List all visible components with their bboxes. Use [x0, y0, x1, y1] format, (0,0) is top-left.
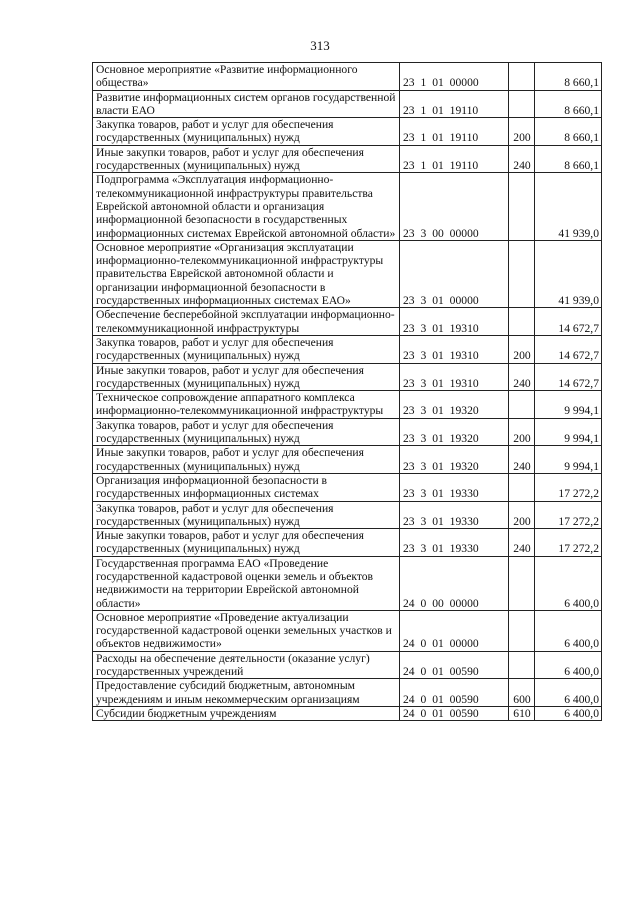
table-row [93, 446, 602, 474]
table-row [93, 501, 602, 529]
row-expense-type-cell [509, 610, 535, 651]
row-amount-cell: 8 660,1 [535, 145, 602, 173]
row-code-cell: 23 3 01 19330 [400, 473, 509, 501]
row-code-cell: 24 0 01 00590 [400, 679, 509, 707]
table-row [93, 145, 602, 173]
row-name-cell: Подпрограмма «Эксплуатация информационно-телекоммуникационной инфраструктуры правительства Еврейской автономной области и организация информационной безопасности в государственных информационных системах Еврейской автономной области» [93, 173, 400, 240]
row-code-cell: 23 3 01 19310 [400, 363, 509, 391]
table-row [93, 118, 602, 146]
row-code-cell: 23 3 01 19310 [400, 335, 509, 363]
row-amount-cell: 6 400,0 [535, 610, 602, 651]
row-amount-cell: 14 672,7 [535, 308, 602, 336]
row-expense-type-cell: 240 [509, 363, 535, 391]
table-row [93, 308, 602, 336]
row-name-cell: Предоставление субсидий бюджетным, автономным учреждениям и иным некоммерческим организациям [93, 679, 400, 707]
row-amount-cell: 9 994,1 [535, 446, 602, 474]
row-amount-cell: 8 660,1 [535, 118, 602, 146]
row-name-cell: Основное мероприятие «Проведение актуализации государственной кадастровой оценки земельных участков и объектов недвижимости» [93, 610, 400, 651]
table-row [93, 335, 602, 363]
table-row [93, 610, 602, 651]
table-row [93, 418, 602, 446]
row-name-cell: Организация информационной безопасности в государственных информационных системах [93, 473, 400, 501]
row-name-cell: Основное мероприятие «Организация эксплуатации информационно-телекоммуникационной инфраструктуры правительства Еврейской автономной области и организации информационной безопасности в государственных информационных системах ЕАО» [93, 240, 400, 307]
row-expense-type-cell: 200 [509, 118, 535, 146]
table-row [93, 90, 602, 118]
row-expense-type-cell: 200 [509, 335, 535, 363]
row-name-cell: Расходы на обеспечение деятельности (оказание услуг) государственных учреждений [93, 651, 400, 679]
table-row [93, 240, 602, 307]
row-code-cell: 23 3 00 00000 [400, 173, 509, 240]
row-code-cell: 23 1 01 19110 [400, 118, 509, 146]
row-code-cell: 23 1 01 19110 [400, 90, 509, 118]
table-row [93, 363, 602, 391]
row-code-cell: 23 3 01 00000 [400, 240, 509, 307]
row-code-cell: 23 3 01 19320 [400, 446, 509, 474]
row-amount-cell: 14 672,7 [535, 363, 602, 391]
row-amount-cell: 8 660,1 [535, 90, 602, 118]
row-amount-cell: 6 400,0 [535, 679, 602, 707]
row-name-cell: Субсидии бюджетным учреждениям [93, 706, 400, 720]
row-code-cell: 24 0 01 00590 [400, 706, 509, 720]
row-amount-cell: 6 400,0 [535, 556, 602, 610]
row-code-cell: 23 3 01 19330 [400, 529, 509, 557]
row-name-cell: Иные закупки товаров, работ и услуг для обеспечения государственных (муниципальных) нужд [93, 446, 400, 474]
row-expense-type-cell [509, 556, 535, 610]
row-code-cell: 23 3 01 19320 [400, 391, 509, 419]
row-amount-cell: 41 939,0 [535, 173, 602, 240]
row-expense-type-cell [509, 90, 535, 118]
table-row [93, 529, 602, 557]
row-expense-type-cell: 240 [509, 145, 535, 173]
row-name-cell: Закупка товаров, работ и услуг для обеспечения государственных (муниципальных) нужд [93, 501, 400, 529]
row-code-cell: 23 3 01 19310 [400, 308, 509, 336]
table-row [93, 556, 602, 610]
row-name-cell: Иные закупки товаров, работ и услуг для обеспечения государственных (муниципальных) нужд [93, 529, 400, 557]
row-name-cell: Развитие информационных систем органов государственной власти ЕАО [93, 90, 400, 118]
row-amount-cell: 41 939,0 [535, 240, 602, 307]
row-expense-type-cell: 610 [509, 706, 535, 720]
row-expense-type-cell: 240 [509, 446, 535, 474]
row-amount-cell: 9 994,1 [535, 391, 602, 419]
row-name-cell: Иные закупки товаров, работ и услуг для обеспечения государственных (муниципальных) нужд [93, 145, 400, 173]
row-name-cell: Основное мероприятие «Развитие информационного общества» [93, 63, 400, 91]
row-expense-type-cell [509, 240, 535, 307]
table-row [93, 679, 602, 707]
row-expense-type-cell: 240 [509, 529, 535, 557]
row-expense-type-cell [509, 473, 535, 501]
table-row [93, 63, 602, 91]
row-expense-type-cell: 200 [509, 418, 535, 446]
row-expense-type-cell [509, 173, 535, 240]
table-row [93, 651, 602, 679]
row-expense-type-cell [509, 651, 535, 679]
row-name-cell: Закупка товаров, работ и услуг для обеспечения государственных (муниципальных) нужд [93, 418, 400, 446]
row-amount-cell: 8 660,1 [535, 63, 602, 91]
table-row [93, 391, 602, 419]
row-expense-type-cell [509, 308, 535, 336]
row-expense-type-cell: 200 [509, 501, 535, 529]
row-name-cell: Закупка товаров, работ и услуг для обеспечения государственных (муниципальных) нужд [93, 118, 400, 146]
row-amount-cell: 6 400,0 [535, 706, 602, 720]
row-name-cell: Техническое сопровождение аппаратного комплекса информационно-телекоммуникационной инфраструктуры [93, 391, 400, 419]
row-amount-cell: 14 672,7 [535, 335, 602, 363]
row-code-cell: 23 1 01 00000 [400, 63, 509, 91]
row-code-cell: 24 0 01 00590 [400, 651, 509, 679]
row-amount-cell: 9 994,1 [535, 418, 602, 446]
row-expense-type-cell: 600 [509, 679, 535, 707]
row-expense-type-cell [509, 63, 535, 91]
budget-table-body [93, 63, 602, 721]
row-code-cell: 23 1 01 19110 [400, 145, 509, 173]
budget-table [92, 62, 602, 721]
row-code-cell: 24 0 01 00000 [400, 610, 509, 651]
row-name-cell: Обеспечение бесперебойной эксплуатации информационно-телекоммуникационной инфраструктуры [93, 308, 400, 336]
row-code-cell: 23 3 01 19330 [400, 501, 509, 529]
row-name-cell: Государственная программа ЕАО «Проведение государственной кадастровой оценки земель и объектов недвижимости на территории Еврейской автономной области» [93, 556, 400, 610]
table-row [93, 473, 602, 501]
table-row [93, 173, 602, 240]
row-code-cell: 24 0 00 00000 [400, 556, 509, 610]
row-amount-cell: 17 272,2 [535, 501, 602, 529]
row-name-cell: Иные закупки товаров, работ и услуг для обеспечения государственных (муниципальных) нужд [93, 363, 400, 391]
table-row [93, 706, 602, 720]
row-code-cell: 23 3 01 19320 [400, 418, 509, 446]
row-amount-cell: 6 400,0 [535, 651, 602, 679]
page-number: 313 [310, 38, 330, 53]
row-name-cell: Закупка товаров, работ и услуг для обеспечения государственных (муниципальных) нужд [93, 335, 400, 363]
row-amount-cell: 17 272,2 [535, 473, 602, 501]
row-amount-cell: 17 272,2 [535, 529, 602, 557]
row-expense-type-cell [509, 391, 535, 419]
